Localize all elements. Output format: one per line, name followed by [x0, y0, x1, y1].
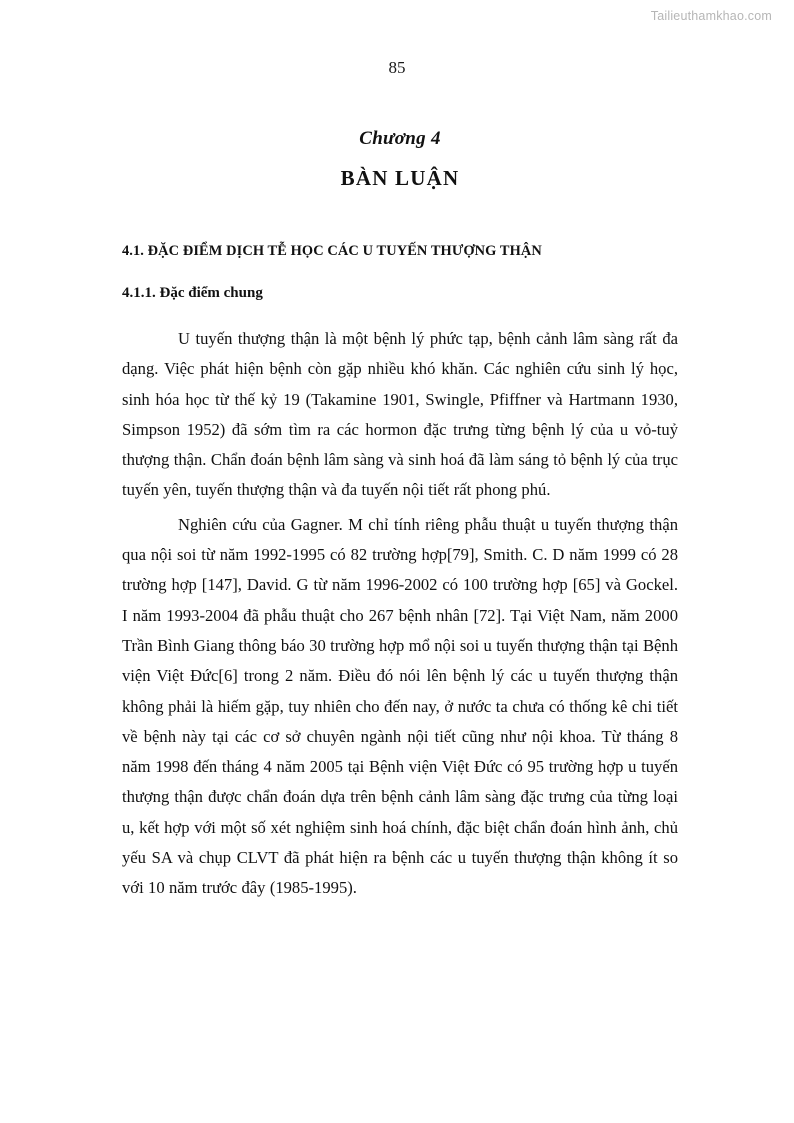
section-heading-4-1-1: 4.1.1. Đặc điểm chung — [122, 285, 263, 301]
chapter-label: Chương 4 — [359, 128, 441, 149]
section-heading-4-1: 4.1. ĐẶC ĐIỂM DỊCH TỄ HỌC CÁC U TUYẾN THƯỢNG THẬN — [122, 243, 542, 259]
page-number: 85 — [388, 58, 406, 77]
page-content — [122, 128, 678, 904]
watermark-text: Tailieuthamkhao.com — [650, 9, 772, 23]
body-paragraph: U tuyến thượng thận là một bệnh lý phức tạp, bệnh cảnh lâm sàng rất đa dạng. Việc phát hiện bệnh còn gặp nhiều khó khăn. Các nghiên cứu sinh lý học, sinh hóa học từ thế kỷ 19 (Takamine 1901, Swingle, Pfiffner và Hartmann 1930, Simpson 1952) đã sớm tìm ra các hormon đặc trưng từng bệnh lý của u vỏ-tuỷ thượng thận. Chẩn đoán bệnh lâm sàng và sinh hoá đã làm sáng tỏ bệnh lý của trục tuyến yên, tuyến thượng thận và đa tuyến nội tiết rất phong phú. — [122, 329, 678, 500]
chapter-title: BÀN LUẬN — [340, 166, 460, 190]
body-paragraph: Nghiên cứu của Gagner. M chỉ tính riêng phẫu thuật u tuyến thượng thận qua nội soi từ năm 1992-1995 có 82 trường hợp[79], Smith. C. D năm 1999 có 28 trường hợp [147], David. G từ năm 1996-2002 có 100 trường hợp [65] và Gockel. I năm 1993-2004 đã phẫu thuật cho 267 bệnh nhân [72]. Tại Việt Nam, năm 2000 Trần Bình Giang thông báo 30 trường hợp mổ nội soi u tuyến thượng thận tại Bệnh viện Việt Đức[6] trong 2 năm. Điều đó nói lên bệnh lý các u tuyến thượng thận không phải là hiếm gặp, tuy nhiên cho đến nay, ở nước ta chưa có thống kê chi tiết về bệnh này tại các cơ sở chuyên ngành nội tiết cũng như nội khoa. Từ tháng 8 năm 1998 đến tháng 4 năm 2005 tại Bệnh viện Việt Đức có 95 trường hợp u tuyến thượng thận được chẩn đoán dựa trên bệnh cảnh lâm sàng đặc trưng của từng loại u, kết hợp với một số xét nghiệm sinh hoá chính, đặc biệt chẩn đoán hình ảnh, chủ yếu SA và chụp CLVT đã phát hiện ra bệnh các u tuyến thượng thận không ít so với 10 năm trước đây (1985-1995). — [122, 514, 678, 898]
